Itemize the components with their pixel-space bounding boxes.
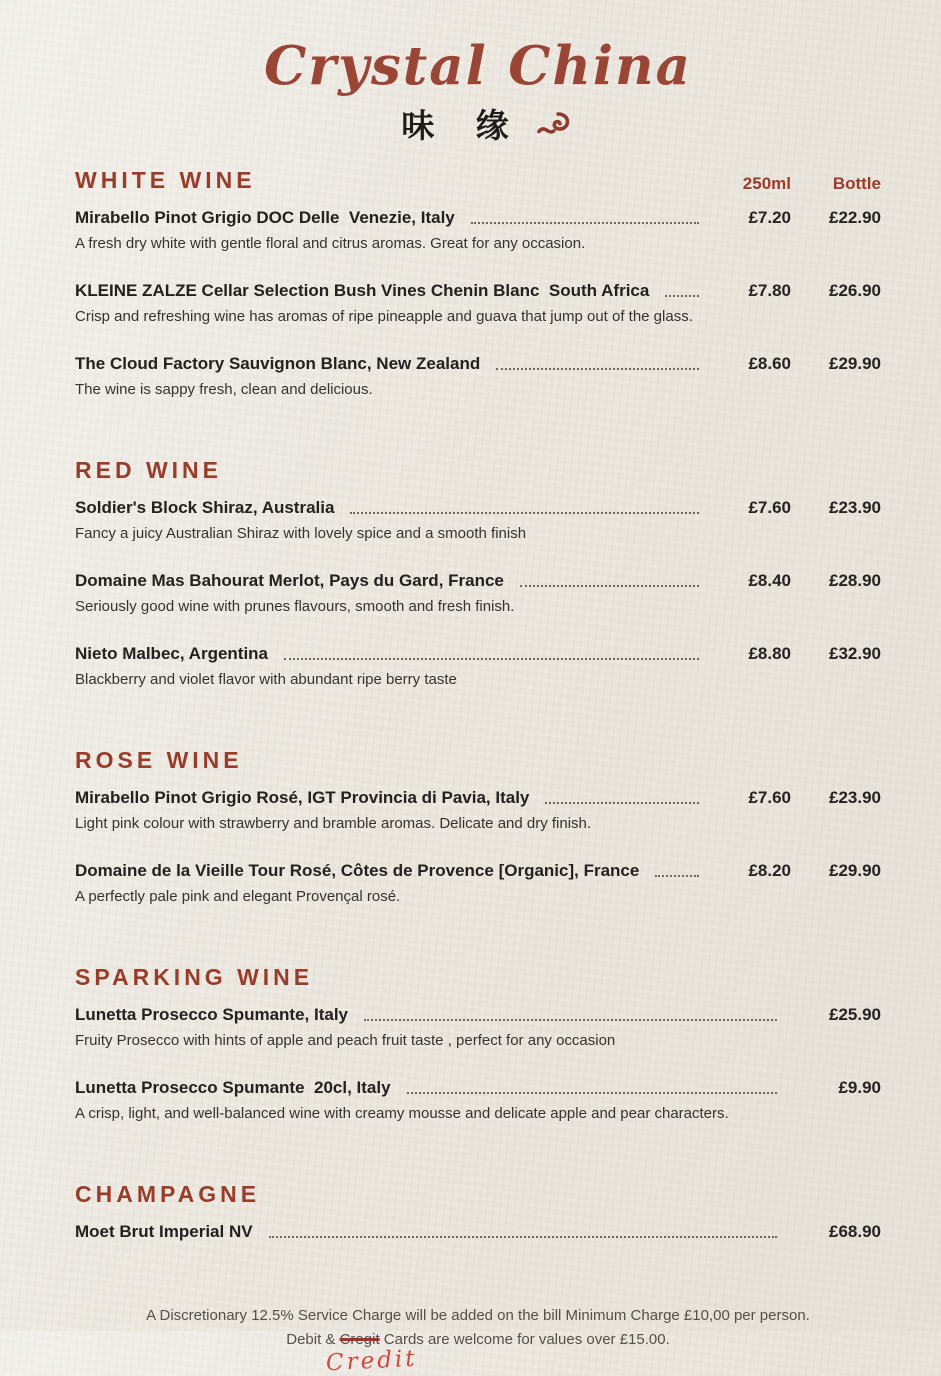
price-bottle: £23.90 [829, 788, 881, 807]
price-250ml: £8.40 [748, 571, 791, 590]
dotted-leader [520, 585, 699, 587]
wine-name-row [75, 569, 881, 592]
wine-description: Blackberry and violet flavor with abundant ripe berry taste [75, 671, 457, 688]
wine-name-row [75, 352, 881, 375]
service-charge-note: A Discretionary 12.5% Service Charge will be added on the bill Minimum Charge £10,00 per person. [146, 1307, 810, 1324]
chinese-characters: 味 缘 [401, 107, 525, 144]
wine-item [75, 859, 881, 907]
wine-description: A perfectly pale pink and elegant Provençal rosé. [75, 888, 401, 905]
wine-name-row [75, 859, 881, 882]
wine-name-row [75, 642, 881, 665]
wine-item [75, 1220, 881, 1243]
wine-name: Lunetta Prosecco Spumante, Italy [75, 1005, 349, 1024]
wine-item [75, 1003, 881, 1051]
restaurant-brand [75, 36, 881, 147]
restaurant-name-chinese [75, 100, 881, 147]
wine-name: The Cloud Factory Sauvignon Blanc, New Zealand [75, 354, 481, 373]
wine-name: KLEINE ZALZE Cellar Selection Bush Vines Chenin Blanc South Africa [75, 281, 650, 300]
section-title: ROSE WINE [75, 747, 243, 773]
wine-name: Domaine de la Vieille Tour Rosé, Côtes de Provence [Organic], France [75, 861, 640, 880]
price-bottle: £26.90 [829, 281, 881, 300]
wine-name: Moet Brut Imperial NV [75, 1222, 253, 1241]
dotted-leader [471, 222, 699, 224]
restaurant-name: Crystal China [264, 35, 692, 97]
wine-name-row [75, 786, 881, 809]
card-payment-note [75, 1329, 881, 1376]
dotted-leader [545, 802, 699, 804]
wine-name: Lunetta Prosecco Spumante 20cl, Italy [75, 1078, 391, 1097]
wine-name-row [75, 1220, 881, 1243]
wine-item [75, 352, 881, 400]
section-header [75, 457, 881, 484]
wine-item [75, 569, 881, 617]
dotted-leader [350, 512, 699, 514]
price-250ml: £8.80 [748, 644, 791, 663]
price-250ml: £8.20 [748, 861, 791, 880]
price-column-headers [713, 174, 881, 194]
wine-description: Fancy a juicy Australian Shiraz with lovely spice and a smooth finish [75, 525, 527, 542]
price-bottle: £32.90 [829, 644, 881, 663]
price-250ml: £7.60 [748, 498, 791, 517]
wine-description: A fresh dry white with gentle floral and citrus aromas. Great for any occasion. [75, 235, 586, 252]
wine-name: Mirabello Pinot Grigio DOC Delle Venezie, Italy [75, 208, 455, 227]
price-bottle: £23.90 [829, 498, 881, 517]
wine-item [75, 496, 881, 544]
price-bottle: £9.90 [838, 1078, 881, 1097]
handwritten-correction: Credit [324, 1345, 418, 1376]
section-title: WHITE WINE [75, 167, 256, 193]
struck-misprint-word [324, 1331, 418, 1376]
menu-section [75, 1181, 881, 1243]
wine-description: A crisp, light, and well-balanced wine with creamy mousse and delicate apple and pear characters. [75, 1105, 729, 1122]
menu-sections [75, 167, 881, 1243]
dotted-leader [496, 368, 699, 370]
wine-name: Nieto Malbec, Argentina [75, 644, 269, 663]
price-bottle: £25.90 [829, 1005, 881, 1024]
dotted-leader [655, 875, 699, 877]
wine-name-row [75, 496, 881, 519]
wine-name-row [75, 279, 881, 302]
price-250ml: £7.80 [748, 281, 791, 300]
wine-name: Soldier's Block Shiraz, Australia [75, 498, 335, 517]
section-title: RED WINE [75, 457, 222, 483]
section-header [75, 1181, 881, 1208]
wine-item [75, 279, 881, 327]
wine-name-row [75, 1003, 881, 1026]
wine-name: Domaine Mas Bahourat Merlot, Pays du Gard, France [75, 571, 504, 590]
auspicious-cloud-icon [535, 110, 571, 143]
price-bottle: £28.90 [829, 571, 881, 590]
column-header-250ml: 250ml [742, 174, 791, 193]
price-bottle: £29.90 [829, 861, 881, 880]
dotted-leader [407, 1092, 777, 1094]
wine-description: The wine is sappy fresh, clean and delicious. [75, 381, 373, 398]
wine-description: Light pink colour with strawberry and bramble aromas. Delicate and dry finish. [75, 815, 592, 832]
price-bottle: £68.90 [829, 1222, 881, 1241]
card-note-prefix: Debit & [286, 1331, 340, 1348]
misprint-text: Cregit [339, 1331, 380, 1348]
price-bottle: £29.90 [829, 354, 881, 373]
price-250ml: £7.60 [748, 788, 791, 807]
wine-description: Fruity Prosecco with hints of apple and peach fruit taste , perfect for any occasion [75, 1032, 616, 1049]
price-bottle: £22.90 [829, 208, 881, 227]
price-250ml: £7.20 [748, 208, 791, 227]
wine-description: Crisp and refreshing wine has aromas of ripe pineapple and guava that jump out of the glass. [75, 308, 693, 325]
price-250ml: £8.60 [748, 354, 791, 373]
wine-name-row [75, 1076, 881, 1099]
section-title: CHAMPAGNE [75, 1181, 261, 1207]
wine-name: Mirabello Pinot Grigio Rosé, IGT Provincia di Pavia, Italy [75, 788, 530, 807]
wine-name-row [75, 206, 881, 229]
section-header [75, 747, 881, 774]
dotted-leader [269, 1236, 777, 1238]
section-header [75, 964, 881, 991]
menu-footer [75, 1305, 881, 1376]
wine-item [75, 642, 881, 690]
dotted-leader [665, 295, 699, 297]
wine-item [75, 1076, 881, 1124]
menu-section [75, 167, 881, 400]
section-header [75, 167, 881, 194]
menu-section [75, 747, 881, 907]
dotted-leader [284, 658, 699, 660]
column-header-bottle: Bottle [832, 174, 881, 193]
menu-section [75, 964, 881, 1124]
wine-description: Seriously good wine with prunes flavours, smooth and fresh finish. [75, 598, 515, 615]
menu-section [75, 457, 881, 690]
card-note-suffix: Cards are welcome for values over £15.00. [379, 1331, 670, 1348]
wine-item [75, 206, 881, 254]
wine-item [75, 786, 881, 834]
section-title: SPARKING WINE [75, 964, 314, 990]
dotted-leader [364, 1019, 777, 1021]
